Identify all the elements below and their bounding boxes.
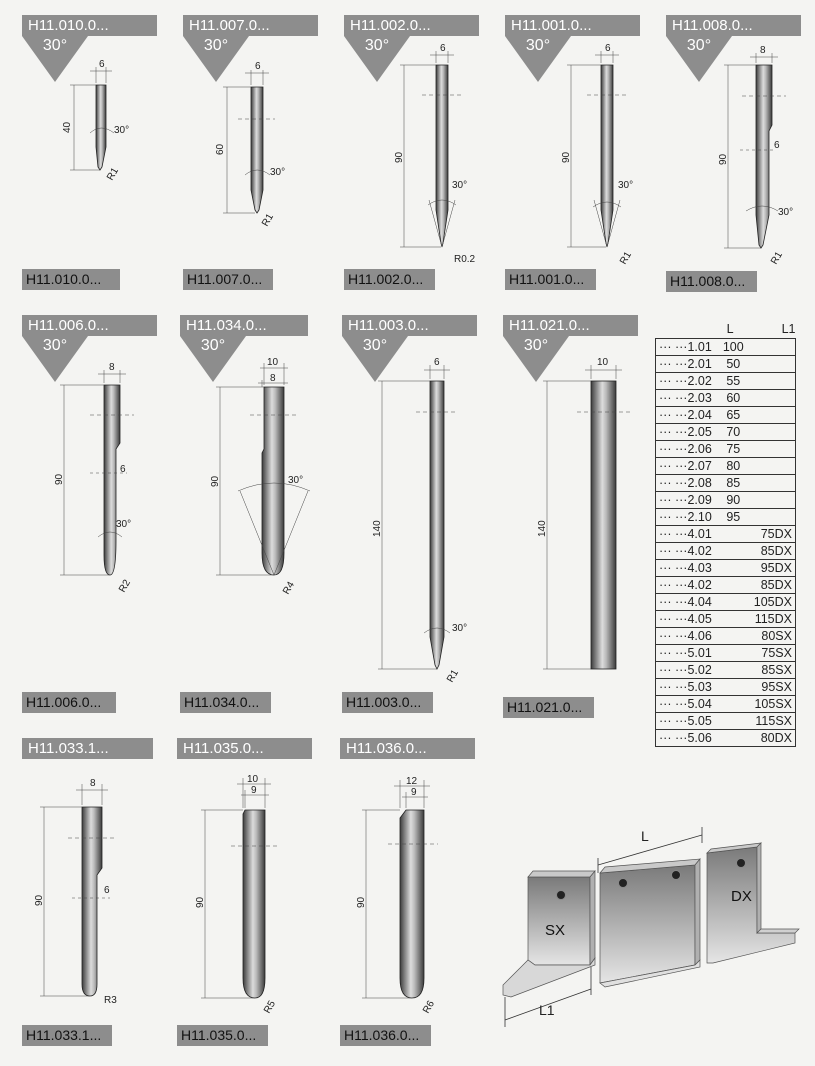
table-row xyxy=(656,662,796,679)
row-l xyxy=(719,645,748,662)
tool-h11-008 xyxy=(666,15,811,295)
tool-profile xyxy=(251,87,263,213)
tool-profile xyxy=(104,385,120,575)
row-l xyxy=(719,560,748,577)
row-l1 xyxy=(748,339,796,356)
row-code: ··· ···4.01 xyxy=(656,526,719,543)
table-row xyxy=(656,475,796,492)
row-code: ··· ···2.07 xyxy=(656,458,719,475)
middle-segment xyxy=(600,859,700,987)
row-l xyxy=(719,577,748,594)
row-code: ··· ···4.03 xyxy=(656,560,719,577)
tool-drawing xyxy=(505,15,645,265)
row-l: 70 xyxy=(719,424,748,441)
table-row xyxy=(656,356,796,373)
row-l1: 85DX xyxy=(748,543,796,560)
width-dim: 6 xyxy=(255,61,261,72)
row-l1: 115SX xyxy=(748,713,796,730)
table-row xyxy=(656,543,796,560)
tool-code: H11.035.0... xyxy=(177,1025,268,1046)
tool-h11-006 xyxy=(22,315,162,715)
angle-label: 30° xyxy=(523,337,549,354)
tool-code: H11.007.0... xyxy=(183,269,273,290)
angle-dim: 30° xyxy=(114,125,130,136)
angle-dim: 30° xyxy=(288,475,304,486)
row-code: ··· ···2.06 xyxy=(656,441,719,458)
table-row xyxy=(656,492,796,509)
tool-drawing xyxy=(666,15,811,265)
width-dim: 6 xyxy=(434,357,440,368)
table-body xyxy=(656,339,796,747)
row-l1: 95SX xyxy=(748,679,796,696)
tool-profile xyxy=(430,381,444,669)
tool-drawing xyxy=(344,15,494,265)
row-l: 50 xyxy=(719,356,748,373)
length-table xyxy=(655,320,796,747)
table-row xyxy=(656,713,796,730)
row-l1 xyxy=(748,509,796,526)
table-row xyxy=(656,594,796,611)
row-l1: 80DX xyxy=(748,730,796,747)
dx-segment xyxy=(707,843,799,963)
col-l1: L1 xyxy=(781,322,796,336)
width-dim: 12 xyxy=(406,776,418,787)
row-code: ··· ···5.02 xyxy=(656,662,719,679)
radius-dim: R1 xyxy=(105,165,121,183)
row-l1 xyxy=(748,441,796,458)
tool-profile xyxy=(96,85,106,170)
table-row xyxy=(656,696,796,713)
tool-code: H11.008.0... xyxy=(666,271,757,292)
tool-code: H11.033.1... xyxy=(22,1025,112,1046)
angle-label: 30° xyxy=(200,337,226,354)
tool-h11-036 xyxy=(340,738,480,1058)
dim-l1: L1 xyxy=(539,1002,555,1018)
row-code: ··· ···1.01 xyxy=(656,339,719,356)
tool-drawing xyxy=(177,738,317,1018)
height-dim: 90 xyxy=(718,153,729,165)
tool-drawing xyxy=(180,315,320,605)
neck-dim: 6 xyxy=(774,140,780,151)
height-dim: 90 xyxy=(561,151,572,163)
tool-title: H11.003.0... xyxy=(342,315,477,336)
radius-dim: R3 xyxy=(104,995,117,1006)
tool-title: H11.007.0... xyxy=(183,15,318,36)
tool-profile xyxy=(756,65,772,248)
row-code: ··· ···5.05 xyxy=(656,713,719,730)
row-l: 75 xyxy=(719,441,748,458)
radius-dim: R1 xyxy=(618,249,634,267)
row-l1 xyxy=(748,390,796,407)
hole-icon xyxy=(557,891,566,900)
height-dim: 90 xyxy=(34,894,45,906)
hole-icon xyxy=(672,871,681,880)
table-row xyxy=(656,611,796,628)
height-dim: 90 xyxy=(195,896,206,908)
tool-h11-010 xyxy=(22,15,162,295)
row-l1 xyxy=(748,475,796,492)
table-row xyxy=(656,424,796,441)
width-dim: 6 xyxy=(440,43,446,54)
tool-title: H11.010.0... xyxy=(22,15,157,36)
row-l1: 75SX xyxy=(748,645,796,662)
tool-profile xyxy=(591,381,616,669)
sx-segment xyxy=(503,871,595,997)
height-dim: 140 xyxy=(537,520,548,537)
dx-label: DX xyxy=(731,888,752,905)
row-l xyxy=(719,730,748,747)
row-code: ··· ···2.09 xyxy=(656,492,719,509)
neck-dim: 6 xyxy=(104,885,110,896)
dim-l: L xyxy=(641,828,649,844)
row-l xyxy=(719,713,748,730)
height-dim: 60 xyxy=(215,143,226,155)
row-l1: 115DX xyxy=(748,611,796,628)
radius-dim: R1 xyxy=(260,211,276,229)
table-row xyxy=(656,645,796,662)
table-row xyxy=(656,373,796,390)
tool-code: H11.036.0... xyxy=(340,1025,431,1046)
tool-h11-035 xyxy=(177,738,317,1058)
row-code: ··· ···5.06 xyxy=(656,730,719,747)
row-l: 85 xyxy=(719,475,748,492)
tool-h11-033 xyxy=(22,738,162,1058)
radius-dim: R1 xyxy=(445,667,461,685)
row-code: ··· ···2.03 xyxy=(656,390,719,407)
tool-h11-002 xyxy=(344,15,484,295)
table-row xyxy=(656,390,796,407)
angle-label: 30° xyxy=(42,337,68,354)
row-code: ··· ···2.01 xyxy=(656,356,719,373)
tool-title: H11.002.0... xyxy=(344,15,479,36)
tool-code: H11.002.0... xyxy=(344,269,435,290)
row-l1 xyxy=(748,407,796,424)
row-code: ··· ···2.02 xyxy=(656,373,719,390)
table-row xyxy=(656,339,796,356)
height-dim: 90 xyxy=(356,896,367,908)
tool-title: H11.008.0... xyxy=(666,15,801,36)
neck-dim: 6 xyxy=(120,464,126,475)
row-l xyxy=(719,696,748,713)
tool-profile xyxy=(82,807,102,996)
row-l1: 85DX xyxy=(748,577,796,594)
row-l1 xyxy=(748,458,796,475)
tool-drawing xyxy=(22,738,162,1018)
row-l xyxy=(719,526,748,543)
row-l1: 80SX xyxy=(748,628,796,645)
table-row xyxy=(656,458,796,475)
sx-label: SX xyxy=(545,922,566,939)
tool-code: H11.006.0... xyxy=(22,692,116,713)
table-row xyxy=(656,407,796,424)
width-dim: 10 xyxy=(247,774,259,785)
tool-h11-003 xyxy=(342,315,482,715)
segment-illustration xyxy=(495,815,805,1035)
table-row xyxy=(656,679,796,696)
row-l: 90 xyxy=(719,492,748,509)
hole-icon xyxy=(619,879,628,888)
tool-drawing xyxy=(503,315,643,685)
table-row xyxy=(656,577,796,594)
row-l xyxy=(719,594,748,611)
angle-dim: 30° xyxy=(270,167,286,178)
row-code: ··· ···4.05 xyxy=(656,611,719,628)
row-code: ··· ···5.04 xyxy=(656,696,719,713)
tool-code: H11.003.0... xyxy=(342,692,433,713)
radius-dim: R1 xyxy=(769,249,785,267)
angle-dim: 30° xyxy=(452,180,468,191)
tool-title: H11.001.0... xyxy=(505,15,640,36)
col-code xyxy=(656,320,719,339)
tool-profile xyxy=(243,810,265,998)
tool-h11-034 xyxy=(180,315,320,715)
tool-drawing xyxy=(22,315,162,605)
table-row xyxy=(656,628,796,645)
row-l xyxy=(719,628,748,645)
tool-profile xyxy=(436,65,448,247)
row-code: ··· ···4.02 xyxy=(656,543,719,560)
row-l1 xyxy=(748,356,796,373)
tool-drawing xyxy=(183,15,323,245)
tool-profile xyxy=(601,65,613,247)
angle-label: 30° xyxy=(42,37,68,54)
tool-title: H11.035.0... xyxy=(177,738,312,759)
row-l1 xyxy=(748,424,796,441)
tool-profile xyxy=(400,810,424,998)
row-code: ··· ···4.04 xyxy=(656,594,719,611)
table-header xyxy=(656,320,796,339)
tool-title: H11.033.1... xyxy=(22,738,153,759)
angle-label: 30° xyxy=(203,37,229,54)
row-l: 100 xyxy=(719,339,748,356)
table-row xyxy=(656,509,796,526)
height-dim: 90 xyxy=(394,151,405,163)
angle-dim: 30° xyxy=(618,180,634,191)
angle-label: 30° xyxy=(364,37,390,54)
row-l1: 95DX xyxy=(748,560,796,577)
row-l xyxy=(719,679,748,696)
radius-dim: R2 xyxy=(117,577,133,595)
angle-dim: 30° xyxy=(116,519,132,530)
row-l1: 105DX xyxy=(748,594,796,611)
tool-h11-001 xyxy=(505,15,645,295)
tool-drawing xyxy=(342,315,482,685)
tool-title: H11.034.0... xyxy=(180,315,308,336)
row-l: 60 xyxy=(719,390,748,407)
row-l1 xyxy=(748,373,796,390)
angle-dim: 30° xyxy=(778,207,794,218)
row-l xyxy=(719,611,748,628)
width2-dim: 8 xyxy=(270,373,276,384)
tool-title: H11.006.0... xyxy=(22,315,157,336)
table-row xyxy=(656,560,796,577)
angle-label: 30° xyxy=(362,337,388,354)
row-l xyxy=(719,543,748,560)
row-code: ··· ···4.02 xyxy=(656,577,719,594)
col-l: L xyxy=(726,322,734,336)
row-l1 xyxy=(748,492,796,509)
angle-dim: 30° xyxy=(452,623,468,634)
width2-dim: 9 xyxy=(411,787,417,798)
radius-dim: R6 xyxy=(421,998,437,1016)
row-l1: 75DX xyxy=(748,526,796,543)
tool-title: H11.021.0... xyxy=(503,315,638,336)
height-dim: 90 xyxy=(210,475,221,487)
radius-dim: R0.2 xyxy=(454,254,476,265)
radius-dim: R4 xyxy=(281,579,297,597)
radius-dim: R5 xyxy=(262,998,278,1016)
width-dim: 6 xyxy=(99,59,105,70)
row-code: ··· ···5.03 xyxy=(656,679,719,696)
tool-code: H11.021.0... xyxy=(503,697,594,718)
tool-drawing xyxy=(22,15,162,195)
width-dim: 8 xyxy=(109,362,115,373)
table-row xyxy=(656,441,796,458)
row-l: 55 xyxy=(719,373,748,390)
row-code: ··· ···4.06 xyxy=(656,628,719,645)
tool-code: H11.001.0... xyxy=(505,269,596,290)
tool-title: H11.036.0... xyxy=(340,738,475,759)
row-code: ··· ···2.10 xyxy=(656,509,719,526)
row-l1: 105SX xyxy=(748,696,796,713)
tool-h11-007 xyxy=(183,15,323,295)
tool-h11-021 xyxy=(503,315,643,715)
tool-code: H11.010.0... xyxy=(22,269,120,290)
row-l: 65 xyxy=(719,407,748,424)
angle-label: 30° xyxy=(686,37,712,54)
height-dim: 90 xyxy=(54,473,65,485)
width-dim: 6 xyxy=(605,43,611,54)
row-l1: 85SX xyxy=(748,662,796,679)
row-code: ··· ···2.08 xyxy=(656,475,719,492)
table-row xyxy=(656,526,796,543)
tool-drawing xyxy=(340,738,480,1018)
row-code: ··· ···5.01 xyxy=(656,645,719,662)
width-dim: 10 xyxy=(267,357,279,368)
height-dim: 40 xyxy=(62,121,73,133)
width2-dim: 9 xyxy=(251,785,257,796)
row-code: ··· ···2.04 xyxy=(656,407,719,424)
row-l: 95 xyxy=(719,509,748,526)
width-dim: 8 xyxy=(760,45,766,56)
height-dim: 140 xyxy=(372,520,383,537)
angle-label: 30° xyxy=(525,37,551,54)
table-row xyxy=(656,730,796,747)
row-l: 80 xyxy=(719,458,748,475)
row-code: ··· ···2.05 xyxy=(656,424,719,441)
width-dim: 10 xyxy=(597,357,609,368)
width-dim: 8 xyxy=(90,778,96,789)
row-l xyxy=(719,662,748,679)
tool-code: H11.034.0... xyxy=(180,692,271,713)
hole-icon xyxy=(737,859,746,868)
